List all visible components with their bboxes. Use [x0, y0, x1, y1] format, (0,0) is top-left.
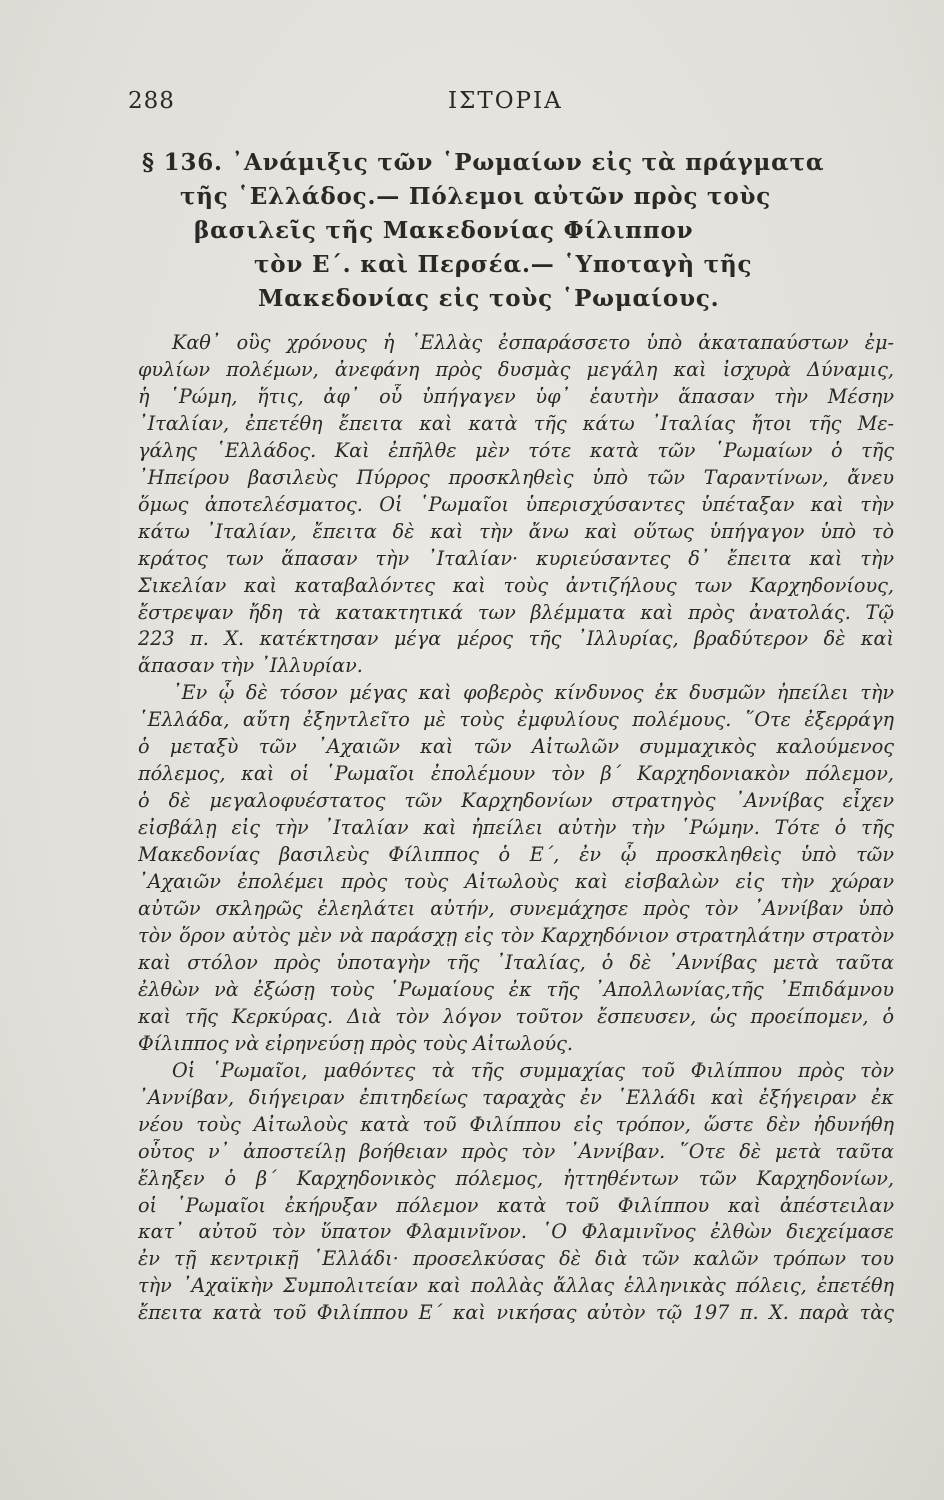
section-heading [142, 146, 902, 316]
text-line: ἡ ῾Ρώμη, ἥτις, ἀφ᾽ οὗ ὑπήγαγεν ὑφ᾽ ἑαυτὴν ἅπασαν τὴν Μέσην [138, 384, 894, 408]
text-line: κάτω ᾽Ιταλίαν, ἔπειτα δὲ καὶ τὴν ἄνω καὶ οὕτως ὑπήγαγον ὑπὸ τὸ [138, 519, 894, 543]
text-line: ᾽Ιταλίαν, ἐπετέθη ἔπειτα καὶ κατὰ τῆς κάτω ᾽Ιταλίας ἤτοι τῆς Με- [138, 411, 894, 435]
text-line: ἐλθὼν νὰ ἐξώσῃ τοὺς ῾Ρωμαίους ἐκ τῆς ᾽Απολλωνίας,τῆς ᾽Επιδάμνου [138, 977, 894, 1001]
text-line: 223 π. Χ. κατέκτησαν μέγα μέρος τῆς ᾽Ιλλυρίας, βραδύτερον δὲ καὶ [138, 627, 894, 651]
text-line: Οἱ ῾Ρωμαῖοι, μαθόντες τὰ τῆς συμμαχίας τοῦ Φιλίππου πρὸς τὸν [172, 1058, 894, 1082]
text-line: Φίλιππος νὰ εἰρηνεύσῃ πρὸς τοὺς Αἰτωλούς. [138, 1031, 574, 1055]
text-line: αὐτῶν σκληρῶς ἐλεηλάτει αὐτήν, συνεμάχησε πρὸς τὸν ᾽Αννίβαν ὑπὸ [138, 897, 894, 921]
text-line: ὅμως ἀποτελέσματος. Οἱ ῾Ρωμαῖοι ὑπερισχύσαντες ὑπέταξαν καὶ τὴν [138, 492, 894, 516]
text-line: καὶ τῆς Κερκύρας. Διὰ τὸν λόγον τοῦτον ἔσπευσεν, ὡς προείπομεν, ὁ [138, 1004, 894, 1028]
text-line: κράτος των ἅπασαν τὴν ᾽Ιταλίαν· κυριεύσαντες δ᾽ ἔπειτα καὶ τὴν [138, 546, 894, 570]
text-line: φυλίων πολέμων, ἀνεφάνη πρὸς δυσμὰς μεγάλη καὶ ἰσχυρὰ Δύναμις, [138, 357, 894, 381]
heading-line: Μακεδονίας εἰς τοὺς ῾Ρωμαίους. [258, 285, 720, 312]
text-line: ᾽Εν ᾧ δὲ τόσον μέγας καὶ φοβερὸς κίνδυνος ἐκ δυσμῶν ἠπείλει τὴν [172, 681, 894, 705]
text-line: πόλεμος, καὶ οἱ ῾Ρωμαῖοι ἐπολέμουν τὸν β΄ Καρχηδονιακὸν πόλεμον, [138, 762, 894, 786]
text-line: ᾽Αννίβαν, διήγειραν ἐπιτηδείως ταραχὰς ἐν ῾Ελλάδι καὶ ἐξήγειραν ἐκ [138, 1085, 894, 1109]
text-line: ῾Ελλάδα, αὕτη ἐξηντλεῖτο μὲ τοὺς ἐμφυλίους πολέμους. ῞Οτε ἐξερράγη [138, 708, 894, 732]
text-line: ἅπασαν τὴν ᾽Ιλλυρίαν. [138, 654, 363, 678]
text-line: γάλης ῾Ελλάδος. Καὶ ἐπῆλθε μὲν τότε κατὰ τῶν ῾Ρωμαίων ὁ τῆς [138, 438, 894, 462]
heading-line: § 136. ᾽Ανάμιξις τῶν ῾Ρωμαίων εἰς τὰ πράγματα [142, 149, 825, 176]
heading-line: τῆς ῾Ελλάδος.— Πόλεμοι αὐτῶν πρὸς τοὺς [180, 183, 772, 210]
text-line: ἐν τῇ κεντρικῇ ῾Ελλάδι· προσελκύσας δὲ διὰ τῶν καλῶν τρόπων του [138, 1247, 894, 1271]
text-line: Καθ᾽ οὓς χρόνους ἡ ῾Ελλὰς ἐσπαράσσετο ὑπὸ ἀκαταπαύστων ἐμ- [172, 331, 894, 354]
running-title: ΙΣΤΟΡΙΑ [448, 88, 563, 114]
text-line: εἰσβάλῃ εἰς τὴν ᾽Ιταλίαν καὶ ἠπείλει αὐτὴν τὴν ῾Ρώμην. Τότε ὁ τῆς [138, 816, 894, 840]
text-line: Σικελίαν καὶ καταβαλόντες καὶ τοὺς ἀντιζήλους των Καρχηδονίους, [138, 573, 894, 597]
text-line: κατ᾽ αὐτοῦ τὸν ὕπατον Φλαμινῖνον. ῾Ο Φλαμινῖνος ἐλθὼν διεχείμασε [138, 1220, 894, 1244]
text-line: ᾽Αχαιῶν ἐπολέμει πρὸς τοὺς Αἰτωλοὺς καὶ εἰσβαλὼν εἰς τὴν χώραν [138, 870, 894, 894]
page-number: 288 [128, 88, 175, 114]
text-line: καὶ στόλον πρὸς ὑποταγὴν τῆς ᾽Ιταλίας, ὁ δὲ ᾽Αννίβας μετὰ ταῦτα [138, 950, 894, 974]
text-line: Μακεδονίας βασιλεὺς Φίλιππος ὁ Ε΄, ἐν ᾧ προσκληθεὶς ὑπὸ τῶν [138, 843, 894, 867]
text-line: ἔστρεψαν ἤδη τὰ κατακτητικά των βλέμματα καὶ πρὸς ἀνατολάς. Τῷ [138, 600, 894, 624]
text-line: ἔληξεν ὁ β΄ Καρχηδονικὸς πόλεμος, ἡττηθέντων τῶν Καρχηδονίων, [138, 1166, 894, 1190]
heading-line: βασιλεῖς τῆς Μακεδονίας Φίλιππον [194, 217, 694, 244]
text-line: ὁ μεταξὺ τῶν ᾽Αχαιῶν καὶ τῶν Αἰτωλῶν συμμαχικὸς καλούμενος [138, 735, 894, 759]
text-line: οἱ ῾Ρωμαῖοι ἐκήρυξαν πόλεμον κατὰ τοῦ Φιλίππου καὶ ἀπέστειλαν [138, 1193, 894, 1217]
text-line: ὁ δὲ μεγαλοφυέστατος τῶν Καρχηδονίων στρατηγὸς ᾽Αννίβας εἶχεν [138, 789, 894, 813]
text-line: οὗτος ν᾽ ἀποστείλῃ βοήθειαν πρὸς τὸν ᾽Αννίβαν. ῞Οτε δὲ μετὰ ταῦτα [138, 1139, 894, 1163]
text-line: ᾽Ηπείρου βασιλεὺς Πύρρος προσκληθεὶς ὑπὸ τῶν Ταραντίνων, ἄνευ [138, 465, 894, 489]
body-text [138, 330, 894, 1327]
text-line: τὴν ᾽Αχαϊκὴν Συμπολιτείαν καὶ πολλὰς ἄλλας ἑλληνικὰς πόλεις, ἐπετέθη [138, 1274, 894, 1298]
text-line: ἔπειτα κατὰ τοῦ Φιλίππου Ε΄ καὶ νικήσας αὐτὸν τῷ 197 π. Χ. παρὰ τὰς [138, 1301, 894, 1325]
heading-line: τὸν Ε΄. καὶ Περσέα.— ῾Υποταγὴ τῆς [254, 251, 753, 278]
text-line: νέου τοὺς Αἰτωλοὺς κατὰ τοῦ Φιλίππου εἰς τρόπον, ὥστε δὲν ἠδυνήθη [138, 1112, 894, 1136]
text-line: τὸν ὅρον αὐτὸς μὲν νὰ παράσχῃ εἰς τὸν Καρχηδόνιον στρατηλάτην στρατὸν [138, 923, 894, 947]
